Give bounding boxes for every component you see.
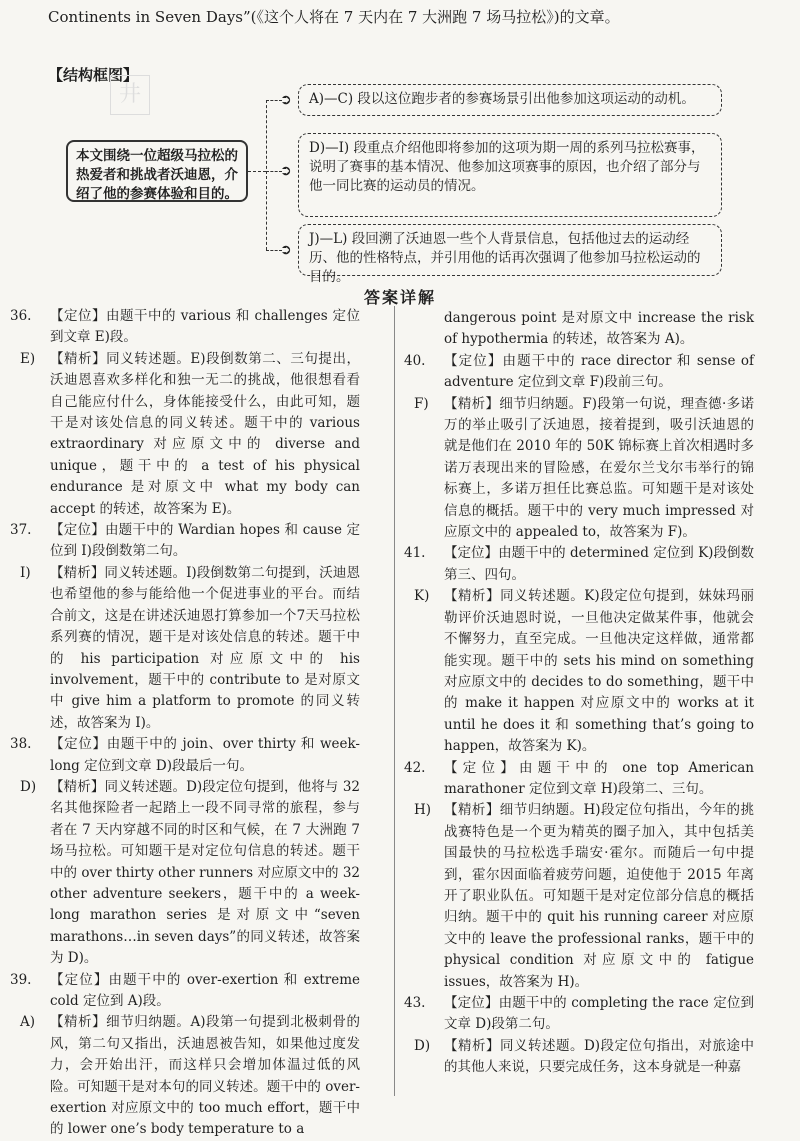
summary-connector	[248, 171, 266, 172]
column-divider	[394, 306, 395, 1096]
structure-branch-1: A)—C) 段以这位跑步者的参赛场景引出他参加这项运动的动机。	[298, 84, 722, 116]
answer-item: I) 【精析】同义转述题。I)段倒数第二句提到，沃迪恩也希望他的参与能给他一个促进事业的平台。而结合前文，这是在讲述沃迪恩打算参加一个7天马拉松系列赛的情况，题干是对该处信息的转述。题干中的 his participation 对应原文中的 his involvement，题干中的 contribute to 是对原文中 give him a platform to promote 的同义转述，故答案为 I)。	[20, 564, 360, 731]
answer-item: F) 【精析】细节归纳题。F)段第一句说，理查德·多诺万的举止吸引了沃迪恩，接着提到，吸引沃迪恩的就是他们在 2010 年的 50K 锦标赛上首次相遇时多诺万表现出来的冒险感，在爱尔兰戈尔韦举行的锦标赛上，多诺万担任比赛总监。可知题干是对该处信息的概括。题干中的 very much impressed 对应原文中的 appealed to，故答案为 F)。	[414, 395, 754, 541]
answers-heading: 答案详解	[363, 288, 436, 307]
intro-line: Continents in Seven Days”(《这个人将在 7 天内在 7 大洲跑 7 场马拉松》)的文章。	[48, 8, 620, 26]
arrow-right-icon: ➲	[280, 163, 292, 179]
answer-item: H) 【精析】细节归纳题。H)段定位句指出，今年的挑战赛特色是一个更为精英的圈子加入，其中包括美国最快的马拉松选手瑞安·霍尔。而随后一句中提到，霍尔因面临着疲劳问题，迫使他于 2015 年离开了职业队伍。可知题干是对定位部分信息的概括归纳。题干中的 quit his running career 对应原文中的 leave the professional ranks，题干中的 physical condition 对应原文中的 fatigue issues，故答案为 H)。	[414, 802, 754, 990]
answer-item: 41. 【定位】由题干中的 determined 定位到 K)段倒数第三、四句。	[404, 545, 754, 583]
answer-item: 36. 【定位】由题干中的 various 和 challenges 定位到文章 E)段。	[10, 308, 360, 346]
structure-branch-2: D)—I) 段重点介绍他即将参加的这项为期一周的系列马拉松赛事，说明了赛事的基本情况、他参加这项赛事的原因，也介绍了部分与他一同比赛的运动员的情况。	[298, 133, 722, 217]
answer-item: 39. 【定位】由题干中的 over-exertion 和 extreme cold 定位到 A)段。	[10, 971, 360, 1009]
answer-item: D) 【精析】同义转述题。D)段定位句指出，对旅途中的其他人来说，只要完成任务，这本身就是一种嘉	[414, 1037, 754, 1076]
answer-item: 40. 【定位】由题干中的 race director 和 sense of adventure 定位到文章 F)段前三句。	[404, 352, 754, 391]
answer-item: 37. 【定位】由题干中的 Wardian hopes 和 cause 定位到 I)段倒数第二句。	[10, 522, 360, 560]
structure-label: 【结构框图】	[48, 66, 139, 84]
structure-branch-3: J)—L) 段回溯了沃迪恩一些个人背景信息，包括他过去的运动经历、他的性格特点，并引用他的话再次强调了他参加马拉松运动的目的。	[298, 224, 722, 276]
answer-item: 38. 【定位】由题干中的 join、over thirty 和 week-long 定位到文章 D)段最后一句。	[10, 736, 360, 774]
answer-item: 42. 【定位】由题干中的 one top American marathoner 定位到文章 H)段第二、三句。	[404, 759, 754, 797]
answer-item: K) 【精析】同义转述题。K)段定位句提到，妹妹玛丽勒评价沃迪恩时说，一旦他决定做某件事，他就会不懈努力，直至完成。一旦他决定这样做，通常都能实现。题干中的 sets his mind on something 对应原文中的 decides to do something，题干中的 make it happen 对应原文中的 works at it until he does it 和 something that’s going to happen，故答案为 K)。	[414, 588, 754, 755]
answers-left-column	[10, 306, 360, 1141]
structure-summary-box: 本文围绕一位超级马拉松的热爱者和挑战者沃迪恩，介绍了他的参赛体验和目的。	[66, 140, 248, 202]
watermark-logo: 井	[110, 75, 150, 115]
branch-spine	[266, 100, 267, 250]
arrow-right-icon: ➲	[280, 92, 292, 108]
arrow-right-icon: ➲	[280, 242, 292, 258]
answers-right-column	[404, 308, 754, 1079]
answer-item: E) 【精析】同义转述题。E)段倒数第二、三句提出，沃迪恩喜欢多样化和独一无二的挑战，他很想看看自己能应付什么，身体能接受什么，由此可知，题干是对该处信息的同义转述。题干中的 various extraordinary 对应原文中的 diverse and unique，题干中的 a test of his physical endurance 是对原文中 what my body can accept 的转述，故答案为 E)。	[20, 350, 360, 517]
answer-item: 43. 【定位】由题干中的 completing the race 定位到文章 D)段第二句。	[404, 995, 754, 1033]
answer-item: dangerous point 是对原文中 increase the risk of hypothermia 的转述，故答案为 A)。	[444, 310, 754, 348]
answer-item: D) 【精析】同义转述题。D)段定位句提到，他将与 32 名其他探险者一起踏上一段不同寻常的旅程，参与者在 7 天内穿越不同的时区和气候，在 7 大洲跑 7 场马拉松。可知题干是对定位句信息的转述。题干中的 over thirty other runners 对应原文中的 32 other adventure seekers，题干中的 a week-long marathon series 是对原文中“seven marathons…in seven days”的同义转述，故答案为 D)。	[20, 778, 360, 967]
answer-item: A) 【精析】细节归纳题。A)段第一句提到北极刺骨的风，第二句又指出，沃迪恩被告知，如果他过度发力，会开始出汗，而这样只会增加体温过低的风险。可知题干是对本句的同义转述。题干中的 over-exertion 对应原文中的 too much effort，题干中的 lower one’s body temperature to a	[20, 1014, 360, 1138]
